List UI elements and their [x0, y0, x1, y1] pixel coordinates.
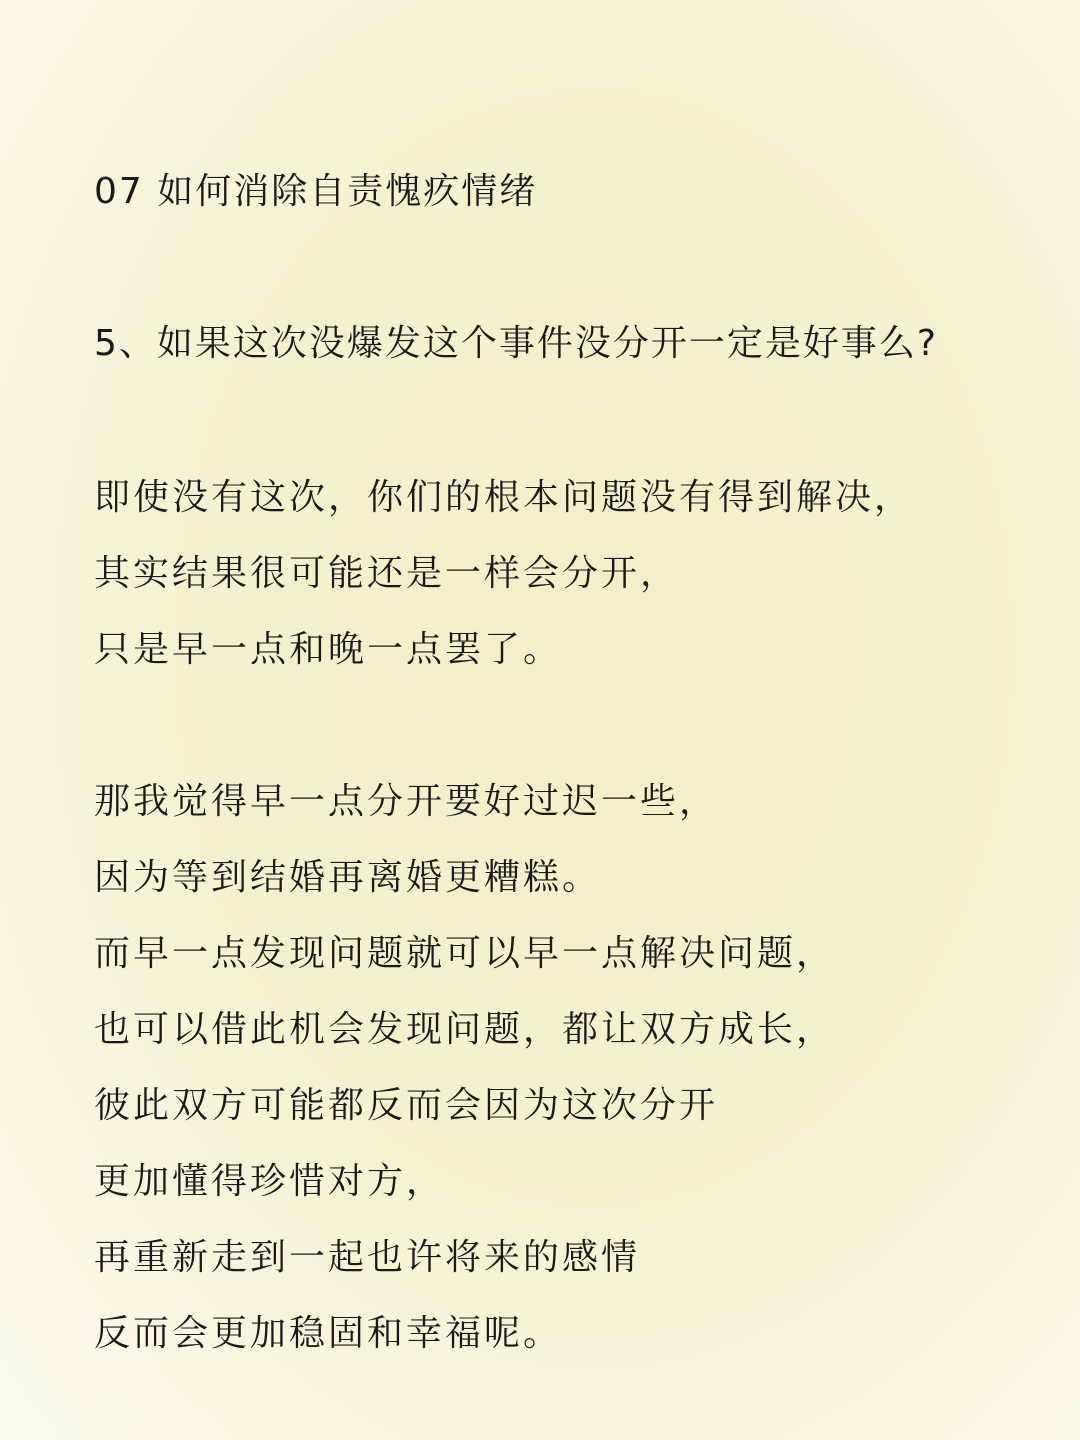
question-heading: 5、如果这次没爆发这个事件没分开一定是好事么? — [94, 323, 939, 364]
paragraph-1-line-3: 只是早一点和晚一点罢了。 — [94, 629, 563, 670]
paragraph-1-line-2: 其实结果很可能还是一样会分开， — [94, 553, 680, 594]
paragraph-2-line-1: 那我觉得早一点分开要好过迟一些， — [94, 781, 719, 822]
paragraph-2-line-7: 再重新走到一起也许将来的感情 — [94, 1237, 641, 1278]
paragraph-2-line-6: 更加懂得珍惜对方， — [94, 1161, 446, 1202]
paragraph-2-line-3: 而早一点发现问题就可以早一点解决问题， — [94, 933, 836, 974]
paragraph-1-line-1: 即使没有这次，你们的根本问题没有得到解决， — [94, 477, 914, 518]
section-title: 07 如何消除自责愧疚情绪 — [94, 171, 538, 212]
paragraph-2-line-5: 彼此双方可能都反而会因为这次分开 — [94, 1085, 719, 1126]
paragraph-2-line-4: 也可以借此机会发现问题，都让双方成长， — [94, 1009, 836, 1050]
paragraph-2-line-2: 因为等到结婚再离婚更糟糕。 — [94, 857, 602, 898]
paragraph-2-line-8: 反而会更加稳固和幸福呢。 — [94, 1313, 563, 1354]
